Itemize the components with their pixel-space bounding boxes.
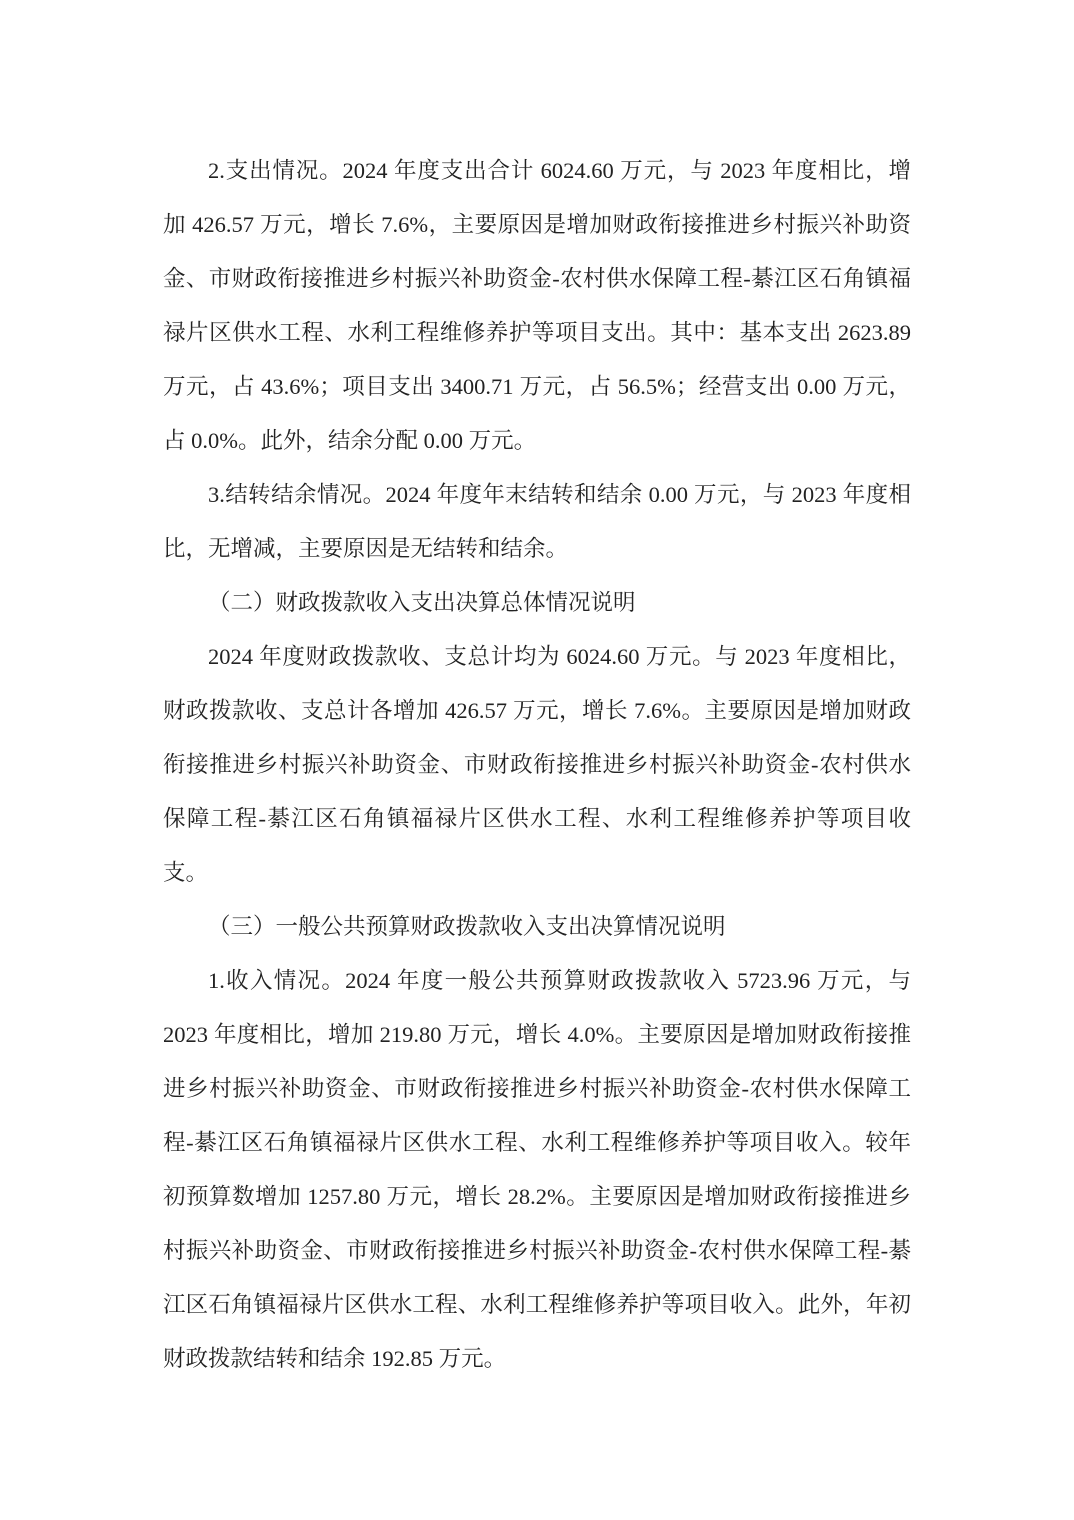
paragraph-income-situation: 1.收入情况。2024 年度一般公共预算财政拨款收入 5723.96 万元，与 2023 年度相比，增加 219.80 万元，增长 4.0%。主要原因是增加财政衔接推进乡村振兴补助资金、市财政衔接推进乡村振兴补助资金-农村供水保障工程-綦江区石角镇福禄片区供水工程、水利工程维修养护等项目收入。较年初预算数增加 1257.80 万元，增长 28.2%。主要原因是增加财政衔接推进乡村振兴补助资金、市财政衔接推进乡村振兴补助资金-农村供水保障工程-綦江区石角镇福禄片区供水工程、水利工程维修养护等项目收入。此外，年初财政拨款结转和结余 192.85 万元。: [163, 968, 911, 1371]
paragraph-expenditure-situation: 2.支出情况。2024 年度支出合计 6024.60 万元，与 2023 年度相比，增加 426.57 万元，增长 7.6%，主要原因是增加财政衔接推进乡村振兴补助资金、市财政衔接推进乡村振兴补助资金-农村供水保障工程-綦江区石角镇福禄片区供水工程、水利工程维修养护等项目支出。其中：基本支出 2623.89 万元，占 43.6%；项目支出 3400.71 万元，占 56.5%；经营支出 0.00 万元，占 0.0%。此外，结余分配 0.00 万元。: [163, 158, 911, 453]
document-body: [163, 144, 911, 1386]
section-heading-general-public-budget: （三）一般公共预算财政拨款收入支出决算情况说明: [208, 914, 726, 939]
section-heading-fiscal-appropriation-overview: （二）财政拨款收入支出决算总体情况说明: [208, 590, 636, 615]
paragraph-fiscal-appropriation-total: 2024 年度财政拨款收、支总计均为 6024.60 万元。与 2023 年度相比，财政拨款收、支总计各增加 426.57 万元，增长 7.6%。主要原因是增加财政衔接推进乡村振兴补助资金、市财政衔接推进乡村振兴补助资金-农村供水保障工程-綦江区石角镇福禄片区供水工程、水利工程维修养护等项目收支。: [163, 644, 911, 885]
paragraph-carryover-balance: 3.结转结余情况。2024 年度年末结转和结余 0.00 万元，与 2023 年度相比，无增减，主要原因是无结转和结余。: [163, 482, 911, 561]
